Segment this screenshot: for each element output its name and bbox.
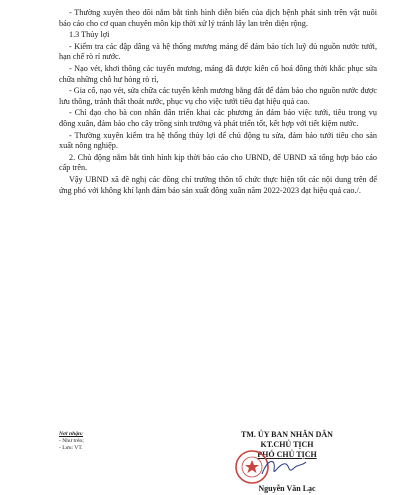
section-heading-irrigation: 1.3 Thủy lợi [69,30,110,40]
paragraph-closing-request: Vậy UBND xã đề nghị các đồng chí trưởng thôn tổ chức thực hiện tốt các nội dung trên để ứng phó với không khí lạnh đảm bảo sản xuất đông xuân năm 2022-2023 đạt hiệu quả cao./. [59,174,377,195]
paragraph-livestock-monitoring: - Thường xuyên theo dõi nắm bắt tình hình diễn biến của dịch bệnh phát sinh trên vật nuôi báo cáo cho cơ quan chuyên môn kịp thời xử lý tránh lây lan trên diện rộng. [59,8,377,28]
recipients-block [59,431,84,452]
official-seal-and-signature [232,448,312,486]
paragraph-irrigation-plan: - Chỉ đạo cho bà con nhân dân triển khai các phương án đảm bảo việc tưới, tiêu trong vụ đông xuân, đảm bảo cho cây trồng sinh trưởng và phát triển tốt, kết hợp với tiết kiệm nước. [59,108,377,128]
paragraph-dam-check: - Kiểm tra các đập dâng và hệ thống mương máng để đảm bảo tích luỹ đủ nguồn nước tưới, hạn chế rò rỉ nước. [59,41,377,62]
seal-star-icon [245,460,259,473]
recipient-item: - Lưu: VT. [59,445,83,451]
paragraph-reporting: 2. Chủ động nắm bắt tình hình kịp thời báo cáo cho UBND, để UBND xã tổng hợp báo cáo cấp trên. [59,152,377,173]
paragraph-canal-dredging: - Nạo vét, khơi thông các tuyến mương, máng đã được kiên cố hoá đồng thời khắc phục sửa chữa những chỗ hư hỏng rò rỉ, [59,63,377,84]
signature-authority-line: KT.CHỦ TỊCH [260,440,314,449]
signature-rank-line: PHÓ CHỦ TỊCH [257,450,317,459]
paragraph-system-inspection: - Thường xuyên kiểm tra hệ thống thủy lợi để chủ động tu sửa, đảm bảo tưới tiêu cho sản xuất nông nghiệp. [59,130,377,151]
recipients-title: Nơi nhận: [59,431,83,437]
recipient-item: - Như trên; [59,438,84,444]
document-body [59,8,377,197]
paragraph-earth-canal: - Gia cố, nạo vét, sửa chữa các tuyến kênh mương bằng đất để đảm bảo cho nguồn nước được lưu thông, tránh thất thoát nước, phục vụ cho việc tưới tiêu đạt hiệu quả cao. [59,86,377,106]
signature-org-line: TM. ỦY BAN NHÂN DÂN [241,430,333,439]
signer-name: Nguyễn Văn Lạc [258,484,316,493]
